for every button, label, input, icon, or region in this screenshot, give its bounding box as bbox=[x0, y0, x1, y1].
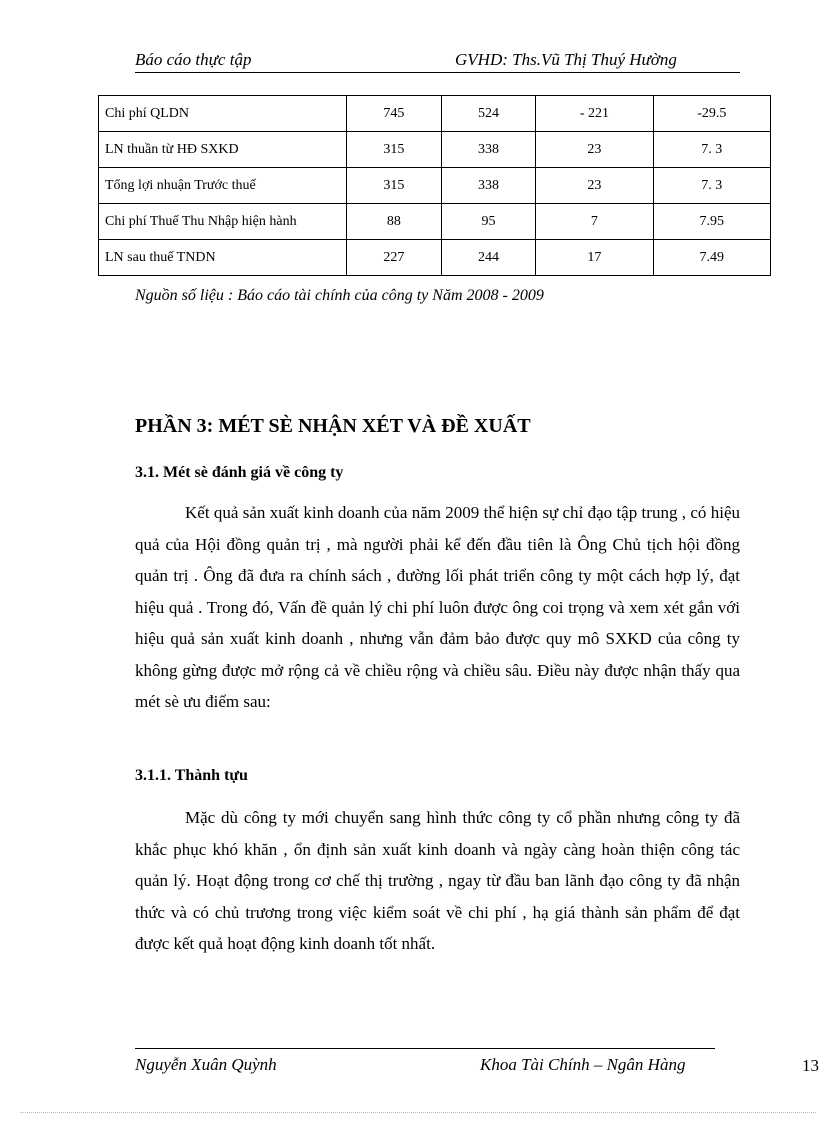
part-title: PHẦN 3: MÉT SÈ NHẬN XÉT VÀ ĐỀ XUẤT bbox=[135, 415, 531, 437]
subsection-paragraph: Mặc dù công ty mới chuyển sang hình thức công ty cổ phần nhưng công ty đã khắc phục khó khăn , ổn định sản xuất kinh doanh và ngày càng hoàn thiện công tác quản lý. Hoạt động trong cơ chế thị trường , ngay từ đầu ban lãnh đạo công ty đã nhận thức và có chủ trương trong việc kiểm soát về chi phí , hạ giá thành sản phẩm để đạt được kết quả hoạt động kinh doanh tốt nhất. bbox=[135, 808, 740, 953]
table-cell: 7 bbox=[536, 204, 653, 240]
table-cell: 315 bbox=[347, 168, 442, 204]
page-number: 13 bbox=[802, 1056, 819, 1075]
table-cell: 23 bbox=[536, 132, 653, 168]
table-cell: 338 bbox=[441, 168, 536, 204]
header-supervisor: GVHD: Ths.Vũ Thị Thuý Hường bbox=[455, 50, 677, 69]
section-paragraph: Kết quả sản xuất kinh doanh của năm 2009 thể hiện sự chỉ đạo tập trung , có hiệu quả của Hội đồng quản trị , mà người phải kể đến đầu tiên là Ông Chủ tịch hội đồng quản trị . Ông đã đưa ra chính sách , đường lối phát triển công ty một cách hợp lý, đạt hiệu quả . Trong đó, Vấn đề quản lý chi phí luôn được ông coi trọng và xem xét gắn với hiệu quả sản xuất kinh doanh , nhưng vẫn đảm bảo được quy mô SXKD của công ty không gừng được mở rộng cả về chiều rộng và chiều sâu. Điều này được nhận thấy qua mét sè ưu điểm sau: bbox=[135, 503, 740, 711]
table-row bbox=[99, 240, 771, 276]
data-source-note: Nguồn số liệu : Báo cáo tài chính của công ty Năm 2008 - 2009 bbox=[135, 287, 544, 304]
table-cell-label: Chi phí QLDN bbox=[99, 96, 347, 132]
table-cell: 95 bbox=[441, 204, 536, 240]
table-row bbox=[99, 168, 771, 204]
header-report-title: Báo cáo thực tập bbox=[135, 50, 252, 69]
table-cell-label: LN sau thuế TNDN bbox=[99, 240, 347, 276]
table-cell: 315 bbox=[347, 132, 442, 168]
section-heading: 3.1. Mét sè đánh giá về công ty bbox=[135, 464, 344, 481]
table-row bbox=[99, 96, 771, 132]
table-cell: 338 bbox=[441, 132, 536, 168]
table-cell: 23 bbox=[536, 168, 653, 204]
table-cell: 17 bbox=[536, 240, 653, 276]
table-cell: 244 bbox=[441, 240, 536, 276]
table-cell: 7.49 bbox=[653, 240, 770, 276]
table-cell: 7. 3 bbox=[653, 132, 770, 168]
page-header bbox=[135, 50, 740, 73]
table-cell-label: Chi phí Thuế Thu Nhập hiện hành bbox=[99, 204, 347, 240]
footer-faculty: Khoa Tài Chính – Ngân Hàng bbox=[480, 1055, 686, 1074]
table-cell: 524 bbox=[441, 96, 536, 132]
footer-rule bbox=[135, 1048, 715, 1049]
footer-author: Nguyễn Xuân Quỳnh bbox=[135, 1055, 277, 1074]
financial-table bbox=[98, 95, 771, 276]
table-cell: 227 bbox=[347, 240, 442, 276]
table-row bbox=[99, 204, 771, 240]
table-cell: - 221 bbox=[536, 96, 653, 132]
table-cell: 7. 3 bbox=[653, 168, 770, 204]
table-cell-label: LN thuần từ HĐ SXKD bbox=[99, 132, 347, 168]
table-cell: 88 bbox=[347, 204, 442, 240]
page-edge-dots bbox=[20, 1112, 816, 1113]
subsection-heading: 3.1.1. Thành tựu bbox=[135, 767, 248, 784]
table-cell: 7.95 bbox=[653, 204, 770, 240]
table-cell-label: Tổng lợi nhuận Trước thuế bbox=[99, 168, 347, 204]
table-cell: 745 bbox=[347, 96, 442, 132]
table-row bbox=[99, 132, 771, 168]
table-cell: -29.5 bbox=[653, 96, 770, 132]
